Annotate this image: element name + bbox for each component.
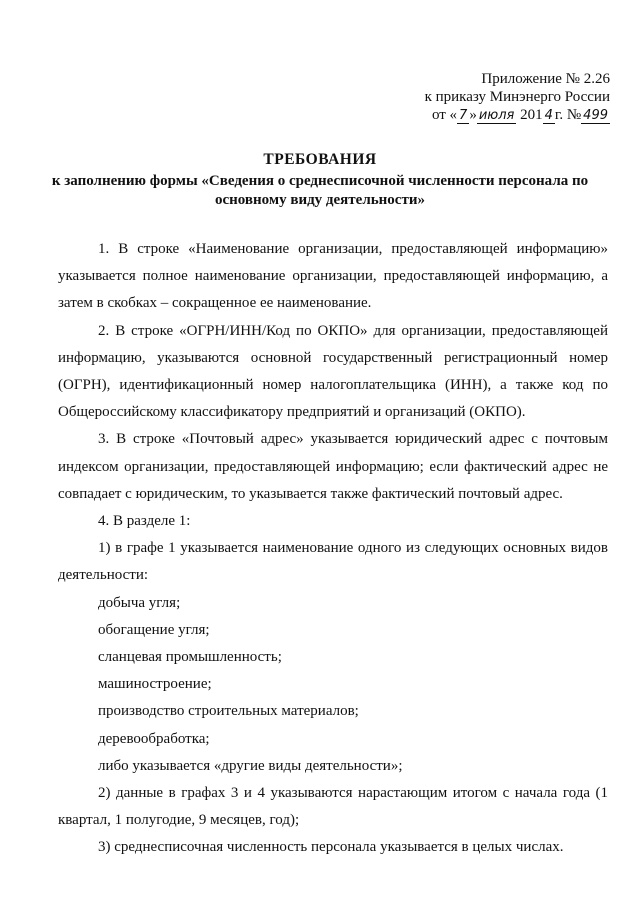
document-body: [58, 236, 608, 862]
handwritten-month: июля: [478, 108, 515, 123]
order-date-line: от « 7 » июля 201 4 г. № 499: [431, 107, 608, 123]
paragraph-4: 4. В разделе 1:: [98, 513, 191, 530]
paragraph-1: 1. В строке «Наименование организации, предоставляющей информацию» указывается полное наименование организации, предоставляющей информацию, а затем в скобках – сокращенное ее наименование.: [58, 241, 608, 312]
title-block: [40, 150, 600, 210]
handwritten-year-digit: 4: [544, 108, 553, 123]
document-subtitle: к заполнению формы «Сведения о среднесписочной численности персонала по основному виду деятельности»: [51, 173, 589, 208]
handwritten-day: 7: [459, 108, 468, 123]
list-item: либо указывается «другие виды деятельности»;: [98, 757, 403, 774]
list-item: машиностроение;: [98, 676, 212, 693]
list-item: деревообработка;: [98, 730, 210, 747]
paragraph-6: 2) данные в графах 3 и 4 указываются нарастающим итогом с начала года (1 квартал, 1 полугодие, 9 месяцев, год);: [58, 785, 608, 829]
paragraph-7: 3) среднесписочная численность персонала указывается в целых числах.: [98, 839, 564, 856]
list-item: производство строительных материалов;: [98, 703, 359, 720]
appendix-number: Приложение № 2.26: [481, 71, 610, 87]
appendix-header: [380, 70, 610, 125]
paragraph-5: 1) в графе 1 указывается наименование одного из следующих основных видов деятельности:: [58, 540, 608, 584]
paragraph-2: 2. В строке «ОГРН/ИНН/Код по ОКПО» для организации, предоставляющей информацию, указываются основной государственный регистрационный номер (ОГРН), идентификационный номер налогоплательщика (ИНН), а также код по Общероссийскому классификатору предприятий и организаций (ОКПО).: [58, 322, 608, 421]
list-item: сланцевая промышленность;: [98, 649, 282, 666]
paragraph-3: 3. В строке «Почтовый адрес» указывается юридический адрес с почтовым индексом организации, предоставляющей информацию; если фактический адрес не совпадает с юридическим, то указывается также фактический почтовый адрес.: [58, 431, 608, 502]
document-title: ТРЕБОВАНИЯ: [263, 151, 377, 168]
list-item: обогащение угля;: [98, 621, 210, 638]
order-reference: к приказу Минэнерго России: [424, 89, 610, 105]
handwritten-order-number: 499: [583, 108, 608, 123]
list-item: добыча угля;: [98, 594, 181, 611]
